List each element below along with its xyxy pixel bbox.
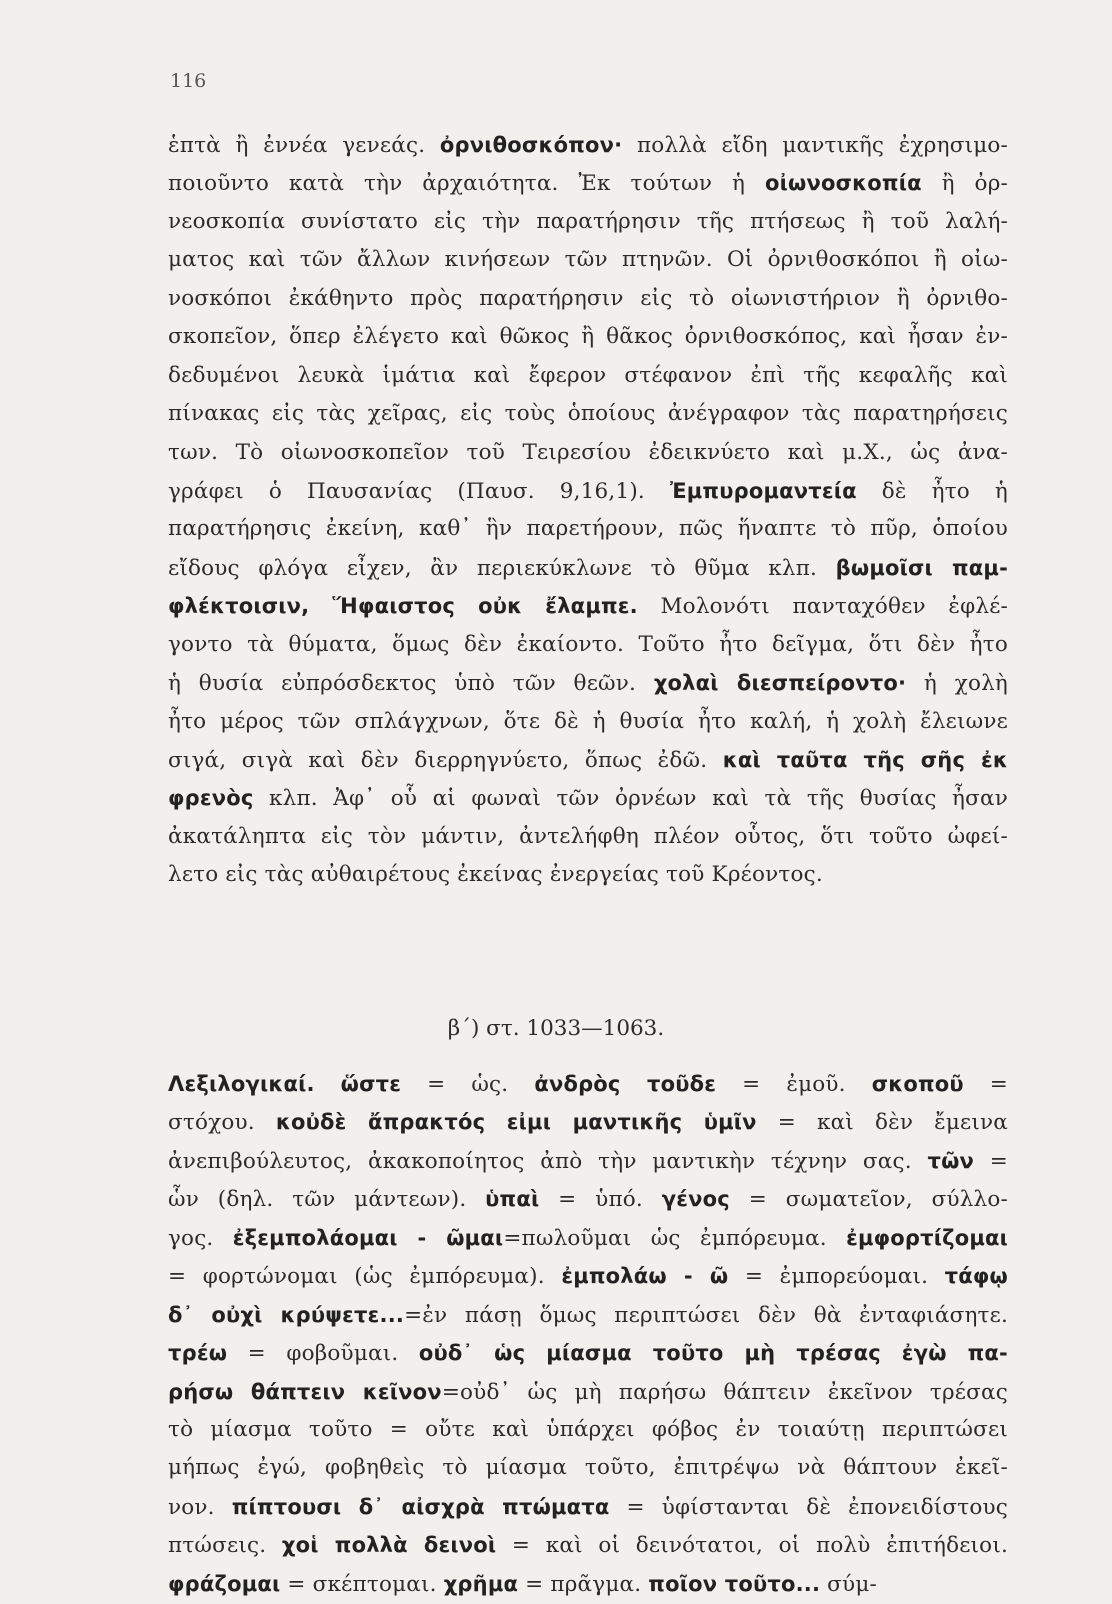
bold-term: χοἱ πολλὰ δεινοὶ — [281, 1533, 497, 1558]
section-heading: β΄) στ. 1033—1063. — [447, 1016, 665, 1041]
text-run: εἴδους φλόγα εἶχεν, ἂν περιεκύκλωνε τὸ θῦμα κλπ. — [168, 555, 836, 581]
text-run: πίνακας εἰς τὰς χεῖρας, εἰς τοὺς ὁποίους ἀνέγραφον τὰς παρατηρήσεις — [168, 401, 1008, 427]
bold-term: χρῆμα — [443, 1571, 519, 1596]
bold-term: πίπτουσι δ᾽ αἰσχρὰ πτώματα — [231, 1494, 610, 1519]
vocab-line — [168, 1219, 1008, 1257]
text-line — [168, 434, 1008, 472]
text-run: νον. — [168, 1494, 232, 1520]
text-run: =πωλοῦμαι ὡς ἐμπόρευμα. — [503, 1225, 847, 1251]
vocab-line — [168, 1065, 1008, 1103]
vocab-line — [168, 1334, 1008, 1372]
bold-term: οἰωνοσκοπία — [764, 171, 922, 196]
text-run: ἀνεπιβούλευτος, ἀκακοποίητος ἀπὸ τὴν μαντικὴν τέχνην σας. — [168, 1148, 928, 1174]
page-number: 116 — [170, 70, 207, 92]
bold-term: ποῖον τοῦτο... — [648, 1571, 821, 1596]
text-line — [168, 587, 1008, 625]
vocab-line — [168, 1449, 1008, 1487]
bold-term: ἐμπολάω - ῶ — [561, 1264, 729, 1289]
vocab-line — [168, 1565, 1008, 1603]
text-run: κλπ. Ἀφ᾽ οὗ αἱ φωναὶ τῶν ὀρνέων καὶ τὰ τῆς θυσίας ἦσαν — [253, 786, 1008, 812]
text-run: = ὑπό. — [539, 1187, 662, 1213]
vocab-line — [168, 1142, 1008, 1180]
text-run: δὲ ἦτο ἡ — [856, 478, 1009, 504]
text-line — [168, 510, 1008, 548]
text-run: Μολονότι πανταχόθεν ἐφλέ- — [637, 594, 1009, 620]
bold-term: ρήσω θάπτειν κεῖνον — [168, 1379, 442, 1404]
text-run: ἦτο μέρος τῶν σπλάγχνων, ὅτε δὲ ἡ θυσία ἦτο καλή, ἡ χολὴ ἔλειωνε — [168, 708, 1008, 734]
text-run: ὧν (δηλ. τῶν μάντεων). — [168, 1187, 486, 1213]
bold-term: φρενὸς — [168, 786, 254, 811]
text-run: ποιοῦντο κατὰ τὴν ἀρχαιότητα. Ἐκ τούτων ἡ — [168, 171, 765, 197]
bold-term: Ἐμπυρομαντεία — [669, 478, 857, 503]
bold-term: Λεξιλογικαί. — [168, 1072, 315, 1096]
text-run: = φορτώνομαι (ὡς ἐμπόρευμα). — [168, 1264, 562, 1290]
bold-term: τῶν — [927, 1148, 975, 1173]
vocab-line — [168, 1526, 1008, 1564]
text-line — [168, 395, 1008, 433]
text-run: =οὐδ᾽ ὡς μὴ παρήσω θάπτειν ἐκεῖνον τρέσας — [441, 1379, 1008, 1405]
vocab-line — [168, 1411, 1008, 1449]
text-run: = καὶ δὲν ἔμεινα — [756, 1110, 1009, 1136]
text-line — [168, 626, 1008, 664]
text-run: = σκέπτομαι. — [280, 1571, 444, 1597]
text-run: = πρᾶγμα. — [518, 1571, 649, 1597]
vocab-line — [168, 1488, 1008, 1526]
text-run: σιγά, σιγὰ καὶ δὲν διερρηγνύετο, ὅπως ἐδῶ. — [168, 748, 723, 773]
text-run — [315, 1072, 341, 1097]
text-run: = — [963, 1072, 1009, 1097]
text-run: των. Τὸ οἰωνοσκοπεῖον τοῦ Τειρεσίου ἐδεικνύετο καὶ μ.Χ., ὡς ἀνα- — [168, 439, 1008, 465]
text-run: γος. — [168, 1225, 233, 1251]
text-run: πτώσεις. — [168, 1533, 282, 1559]
bold-term: ὑπαὶ — [485, 1187, 540, 1212]
text-line — [168, 241, 1008, 279]
text-run: στόχου. — [168, 1110, 276, 1136]
text-run: = ὑφίστανται δὲ ἐπονειδίστους — [609, 1494, 1008, 1520]
text-run: νοσκόποι ἐκάθηντο πρὸς παρατήρησιν εἰς τὸ οἰωνιστήριον ἢ ὀρνιθο- — [168, 285, 1008, 311]
bold-term: ἀνδρὸς τοῦδε — [534, 1072, 717, 1096]
text-run: ἀκατάληπτα εἰς τὸν μάντιν, ἀντελήφθη πλέον οὗτος, ὅτι τοῦτο ὠφεί- — [168, 823, 1008, 849]
text-run: γράφει ὁ Παυσανίας (Παυσ. 9,16,1). — [168, 478, 670, 504]
text-run: = — [974, 1148, 1008, 1174]
text-run: = ὡς. — [401, 1072, 535, 1097]
text-run: πολλὰ εἴδη μαντικῆς ἐχρησιμο- — [622, 133, 1008, 158]
text-run: παρατήρησις ἐκείνη, καθ᾽ ἣν παρετήρουν, πῶς ἥναπτε τὸ πῦρ, ὁποίου — [168, 516, 1008, 542]
text-run: ἡ θυσία εὐπρόσδεκτος ὑπὸ τῶν θεῶν. — [168, 671, 654, 697]
bold-term: φράζομαι — [168, 1571, 281, 1596]
bold-term: ἐμφορτίζομαι — [846, 1225, 1008, 1250]
bold-term: καὶ ταῦτα τῆς σῆς ἐκ — [722, 748, 1008, 772]
paragraph-commentary — [168, 126, 1008, 895]
vocab-line — [168, 1103, 1008, 1141]
text-run: = σωματεῖον, σύλλο- — [729, 1187, 1008, 1213]
bold-term: οὐδ᾽ ὡς μίασμα τοῦτο μὴ τρέσας ἐγὼ πα- — [418, 1341, 1008, 1366]
bold-term: ὀρνιθοσκόπον· — [439, 133, 623, 157]
text-run: σύμ- — [820, 1571, 877, 1597]
text-run: =ἐν πάσῃ ὅμως περιπτώσει δὲν θὰ ἐνταφιάσητε. — [404, 1302, 1008, 1328]
text-line — [168, 741, 1008, 779]
text-line — [168, 357, 1008, 395]
text-run: γοντο τὰ θύματα, ὅμως δὲν ἐκαίοντο. Τοῦτο ἦτο δεῖγμα, ὅτι δὲν ἦτο — [168, 631, 1008, 657]
text-run: ματος καὶ τῶν ἄλλων κινήσεων τῶν πτηνῶν. Οἱ ὀρνιθοσκόποι ἢ οἰω- — [168, 247, 1008, 273]
bold-term: φλέκτοισιν, Ἥφαιστος οὐκ ἔλαμπε. — [168, 594, 638, 619]
text-line — [168, 549, 1008, 587]
text-line — [168, 779, 1008, 817]
text-line — [168, 280, 1008, 318]
text-line — [168, 126, 1008, 164]
text-line — [168, 472, 1008, 510]
text-run: = φοβοῦμαι. — [227, 1341, 419, 1367]
text-run: = ἐμοῦ. — [716, 1072, 872, 1097]
bold-term: τρέω — [168, 1341, 228, 1366]
bold-term: τάφῳ — [944, 1264, 1008, 1289]
bold-term: βωμοῖσι παμ- — [835, 555, 1008, 580]
text-run: νεοσκοπία συνίστατο εἰς τὴν παρατήρησιν τῆς πτήσεως ἢ τοῦ λαλή- — [168, 208, 1008, 234]
text-run: τὸ μίασμα τοῦτο = οὔτε καὶ ὑπάρχει φόβος ἐν τοιαύτῃ περιπτώσει — [168, 1416, 1008, 1442]
text-run: δεδυμένοι λευκὰ ἱμάτια καὶ ἔφερον στέφανον ἐπὶ τῆς κεφαλῆς καὶ — [168, 362, 1008, 388]
bold-term: δ᾽ οὐχὶ κρύψετε... — [168, 1302, 405, 1327]
text-line — [168, 318, 1008, 356]
text-run: = καὶ οἱ δεινότατοι, οἱ πολὺ ἐπιτήδειοι. — [496, 1533, 1008, 1559]
text-run: λετο εἰς τὰς αὐθαιρέτους ἐκείνας ἐνεργείας τοῦ Κρέοντος. — [168, 862, 823, 888]
text-line — [168, 164, 1008, 202]
vocab-line — [168, 1180, 1008, 1218]
text-line — [168, 703, 1008, 741]
paragraph-vocabulary — [168, 1065, 1008, 1603]
vocab-line — [168, 1257, 1008, 1295]
bold-term: ὥστε — [340, 1072, 402, 1096]
bold-term: χολαὶ διεσπείροντο· — [653, 671, 907, 696]
text-run: μήπως ἐγώ, φοβηθεὶς τὸ μίασμα τοῦτο, ἐπιτρέψω νὰ θάπτουν ἐκεῖ- — [168, 1455, 1008, 1481]
vocab-line — [168, 1373, 1008, 1411]
bold-term: σκοποῦ — [871, 1072, 964, 1096]
text-line — [168, 203, 1008, 241]
text-run: = ἐμπορεύομαι. — [728, 1264, 945, 1290]
text-line — [168, 856, 1008, 894]
text-run: ἡ χολὴ — [906, 671, 1009, 697]
text-run: σκοπεῖον, ὅπερ ἐλέγετο καὶ θῶκος ἢ θᾶκος ὀρνιθοσκόπος, καὶ ἦσαν ἐν- — [168, 324, 1008, 350]
bold-term: ἐξεμπολάομαι - ῶμαι — [232, 1225, 504, 1250]
text-line — [168, 818, 1008, 856]
text-run: ἑπτὰ ἢ ἐννέα γενεάς. — [168, 133, 440, 158]
text-line — [168, 664, 1008, 702]
vocab-line — [168, 1296, 1008, 1334]
bold-term: γένος — [661, 1187, 730, 1212]
text-run: ἢ ὀρ- — [921, 171, 1008, 197]
bold-term: κοὐδὲ ἄπρακτός εἰμι μαντικῆς ὑμῖν — [275, 1110, 757, 1135]
